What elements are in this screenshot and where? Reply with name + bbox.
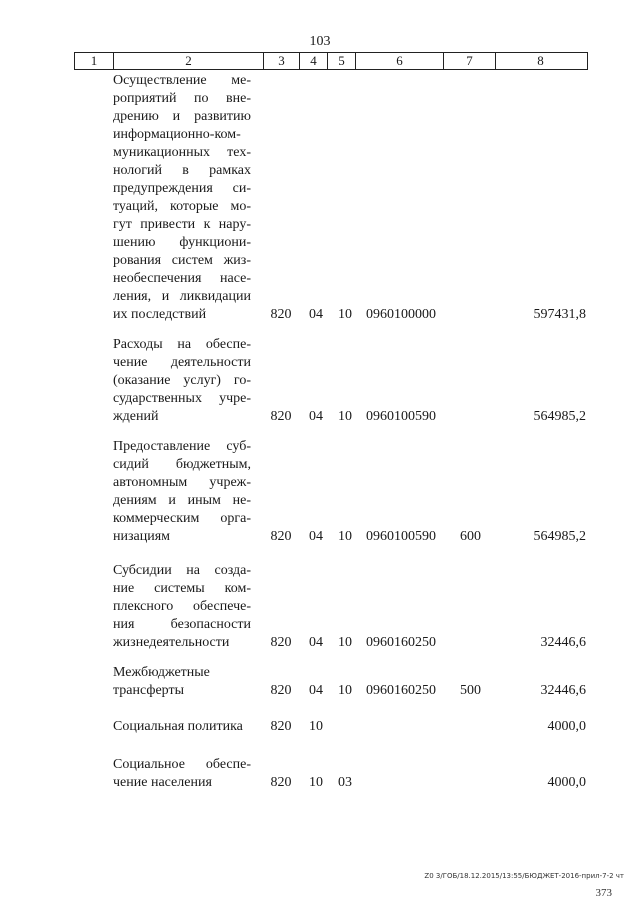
description-line: сударственных учре- (113, 391, 251, 406)
cell-c8: 32446,6 (540, 683, 586, 698)
cell-c3: 820 (270, 409, 292, 424)
cell-c7: 500 (460, 683, 481, 698)
description-line: жизнедеятельности (113, 635, 230, 650)
description-line: шению функциони- (113, 235, 251, 250)
description-line: трансферты (113, 683, 185, 698)
cell-c3: 820 (270, 529, 292, 544)
row-description (113, 756, 251, 792)
column-header-8: 8 (495, 53, 585, 69)
cell-c5: 03 (338, 775, 352, 790)
cell-c3: 820 (270, 307, 292, 322)
description-line: низациям (113, 529, 171, 544)
description-line: их последствий (113, 307, 207, 322)
cell-c5: 10 (338, 635, 352, 650)
cell-c6: 0960160250 (366, 635, 436, 650)
cell-c6: 0960100590 (366, 529, 436, 544)
description-line: Межбюджетные (113, 665, 210, 680)
description-line: чение населения (113, 775, 212, 790)
cell-c8: 32446,6 (540, 635, 586, 650)
cell-c5: 10 (338, 529, 352, 544)
description-line: дениям и иным не- (113, 493, 251, 508)
cell-c4: 10 (309, 719, 323, 734)
cell-c6: 0960160250 (366, 683, 436, 698)
cell-c5: 10 (338, 307, 352, 322)
cell-c7: 600 (460, 529, 481, 544)
row-description (113, 562, 251, 652)
column-header-1: 1 (90, 53, 98, 68)
description-line: муникационных тех- (113, 145, 251, 160)
cell-c8: 597431,8 (533, 307, 586, 322)
description-line: туаций, которые мо- (113, 199, 251, 214)
cell-c8: 564985,2 (533, 529, 586, 544)
description-line: ждений (113, 409, 159, 424)
footer-stamp: Z0 3/ГОБ/18.12.2015/13:55/БЮДЖЕТ-2016-прил-7-2 чт (424, 872, 624, 880)
description-line: дрению и развитию (113, 109, 251, 124)
cell-c4: 04 (309, 529, 323, 544)
description-line: Субсидии на созда- (113, 563, 251, 578)
description-line: Социальная политика (113, 719, 243, 734)
row-description (113, 664, 251, 700)
cell-c3: 820 (270, 719, 292, 734)
cell-c4: 04 (309, 409, 323, 424)
cell-c6: 0960100590 (366, 409, 436, 424)
cell-c3: 820 (270, 683, 292, 698)
description-line: чение деятельности (113, 355, 251, 370)
description-line: ния безопасности (113, 617, 251, 632)
column-header-6: 6 (355, 53, 443, 69)
column-header-2: 2 (113, 53, 263, 69)
description-line: гут привести к нару- (113, 217, 251, 232)
description-line: предупреждения си- (113, 181, 251, 196)
column-header-4: 4 (299, 53, 327, 69)
description-line: сидий бюджетным, (113, 457, 251, 472)
description-line: информационно-ком- (113, 127, 241, 142)
description-line: ние системы ком- (113, 581, 251, 596)
cell-c8: 4000,0 (547, 719, 586, 734)
page-number: 103 (309, 34, 331, 49)
cell-c5: 10 (338, 683, 352, 698)
description-line: коммерческим орга- (113, 511, 251, 526)
description-line: роприятий по вне- (113, 91, 251, 106)
description-line: Осуществление ме- (113, 73, 251, 88)
description-line: ления, и ликвидации (113, 289, 251, 304)
description-line: Социальное обеспе- (113, 757, 251, 772)
description-line: Расходы на обеспе- (113, 337, 251, 352)
cell-c3: 820 (270, 635, 292, 650)
cell-c4: 10 (309, 775, 323, 790)
row-description (113, 336, 251, 426)
description-line: (оказание услуг) го- (113, 373, 251, 388)
cell-c4: 04 (309, 683, 323, 698)
description-line: Предоставление суб- (113, 439, 251, 454)
description-line: нологий в рамках (113, 163, 251, 178)
row-description (113, 438, 251, 546)
cell-c8: 4000,0 (547, 775, 586, 790)
column-header-3: 3 (263, 53, 299, 69)
cell-c6: 0960100000 (366, 307, 436, 322)
column-header-5: 5 (327, 53, 355, 69)
row-description (113, 718, 251, 736)
description-line: автономным учреж- (113, 475, 251, 490)
footer-page-number: 373 (595, 887, 612, 899)
cell-c3: 820 (270, 775, 292, 790)
description-line: рования систем жиз- (113, 253, 251, 268)
cell-c4: 04 (309, 307, 323, 322)
row-description (113, 72, 251, 324)
description-line: необеспечения насе- (113, 271, 251, 286)
cell-c8: 564985,2 (533, 409, 586, 424)
description-line: плексного обеспече- (113, 599, 251, 614)
column-header-row (74, 52, 588, 70)
cell-c4: 04 (309, 635, 323, 650)
column-header-7: 7 (443, 53, 495, 69)
cell-c5: 10 (338, 409, 352, 424)
